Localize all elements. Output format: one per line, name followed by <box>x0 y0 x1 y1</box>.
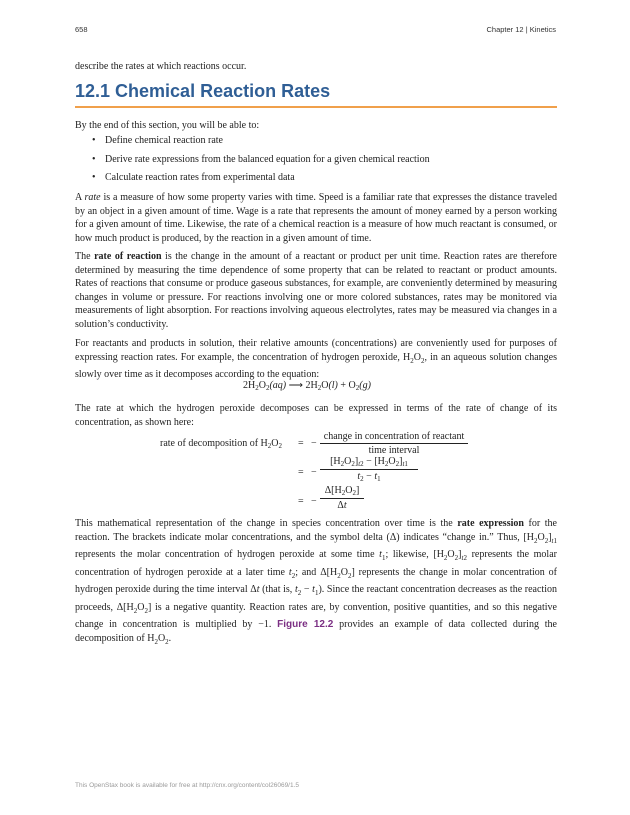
bullet-icon: • <box>92 172 96 183</box>
objectives-list <box>75 134 555 190</box>
figure-12-2-link[interactable]: Figure 12.2 <box>277 619 334 630</box>
paragraph-concentrations: For reactants and products in solution, their relative amounts (concentrations) are conveniently used for purposes of expressing reaction rates. For example, the concentration of hydrogen peroxide, $H_2O_2$, in an aqueous solution changes slowly over time as it decomposes according to the equation: <box>75 338 557 380</box>
list-item: • Define chemical reaction rate <box>92 135 223 146</box>
bullet-icon: • <box>92 153 96 165</box>
minus-3: − <box>311 496 317 507</box>
title-rule <box>75 106 557 108</box>
chapter-header: Chapter 12 | Kinetics <box>486 25 556 34</box>
footer-availability-note: This OpenStax book is available for free at http://cnx.org/content/col26069/1.5 <box>75 782 300 789</box>
list-item: • Derive rate expressions from the balanced equation for a given chemical reaction <box>92 153 430 165</box>
page-number: 658 <box>75 25 88 34</box>
objectives-lead: By the end of this section, you will be able to: <box>75 120 260 131</box>
fraction-concentration-difference: $[H_2O_2]_{t2} - [H_2O_2]_{t1}$ $t_2 - t_1$ <box>320 456 418 483</box>
fraction-verbal: change in concentration of reactant time interval <box>320 431 468 456</box>
paragraph-rate-of-reaction: The rate of reaction is the change in the amount of a reactant or product per unit time. Reaction rates are therefore determined by measuring the time dependence of some property that can be related to reactant or product amounts. Rates of reactions that consume or produce gaseous substances, for example, are conveniently determined by measuring changes in volume or pressure. For reactions involving one or more colored substances, rates may be monitored via measurements of light absorption. For reactions involving aqueous electrolytes, rates may be measured via changes in a solution’s conductivity. <box>75 251 557 330</box>
rate-lhs: rate of decomposition of $H_2O_2$ <box>160 438 282 450</box>
equals-2: = <box>298 467 304 478</box>
bullet-icon: • <box>92 135 96 146</box>
minus-1: − <box>311 438 317 449</box>
list-item: • Calculate reaction rates from experimental data <box>92 172 295 183</box>
equals-3: = <box>298 496 304 507</box>
paragraph-rate-definition: A rate is a measure of how some property varies with time. Speed is a familiar rate that expresses the distance traveled by an object in a given amount of time. Wage is a rate that represents the amount of money earned by a person working for a given amount of time. Likewise, the rate of a chemical reaction is a measure of how much reactant is consumed, or how much product is produced, by the reaction in a given amount of time. <box>75 192 557 244</box>
minus-2: − <box>311 467 317 478</box>
decomposition-equation: $2H_2O_2(aq)$ ⟶ $2H_2O(l) + O_2(g)$ <box>243 380 371 392</box>
paragraph-rate-intro: The rate at which the hydrogen peroxide decomposes can be expressed in terms of the rate of change of its concentration, as shown here: <box>75 403 557 428</box>
equals-1: = <box>298 438 304 449</box>
paragraph-rate-expression: This mathematical representation of the change in species concentration over time is the rate expression for the reaction. The brackets indicate molar concentrations, and the symbol delta (Δ) indicates “change in.” Thus, $[H_2O_2]_{t1}$ represents the molar concentration of hydrogen peroxide at some time $t_1$; likewise, $[H_2O_2]_{t2}$ represents the molar concentration of hydrogen peroxide at a later time $t_2$; and $\Delta[H_2O_2]$ represents the change in molar concentration of hydrogen peroxide during the time interval Δt (that is, $t_2 - t_1$). Since the reactant concentration decreases as the reaction proceeds, $\Delta[H_2O_2]$ is a negative quantity. Reaction rates are, by convention, positive quantities, and so this negative change in concentration is multiplied by −1. Figure 12.2 provides an example of data collected during the decomposition of $H_2O_2$. <box>75 518 557 646</box>
section-title: 12.1 Chemical Reaction Rates <box>75 81 331 101</box>
intro-tail: describe the rates at which reactions occur. <box>75 61 247 72</box>
fraction-delta: $\Delta[H_2O_2]$ Δt <box>320 485 364 511</box>
